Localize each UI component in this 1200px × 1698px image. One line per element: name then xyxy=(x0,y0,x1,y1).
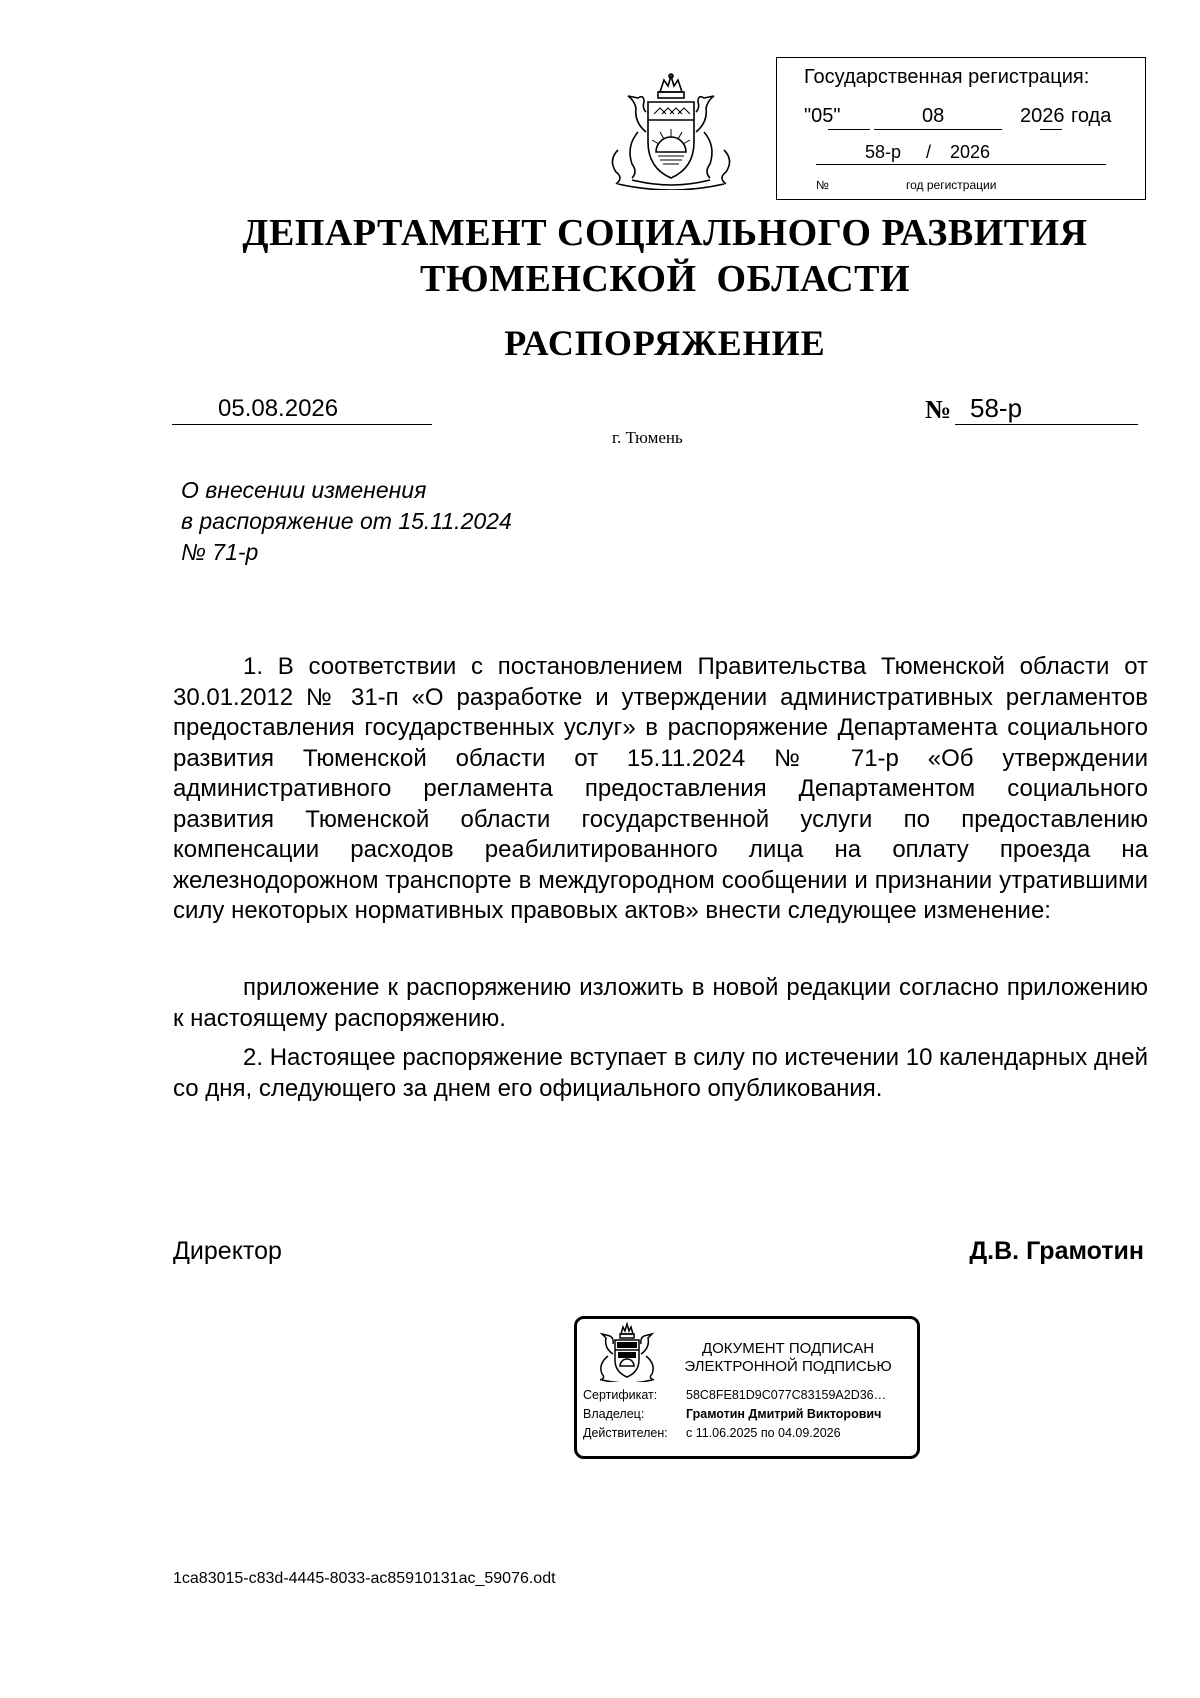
e-signature-certificate-value: 58C8FE81D9C077C83159A2D36… xyxy=(686,1388,887,1402)
signatory-name: Д.В. Грамотин xyxy=(969,1237,1144,1265)
tyumen-coat-of-arms-icon xyxy=(598,72,744,190)
registration-day: "05" xyxy=(804,105,841,127)
registration-number-caption: № xyxy=(816,178,829,192)
registration-year-suffix: года xyxy=(1071,105,1112,127)
document-number-underline xyxy=(955,424,1138,425)
document-subject xyxy=(181,475,512,568)
registration-reg-year: 2026 xyxy=(950,142,991,162)
subject-line2: в распоряжение от 15.11.2024 xyxy=(181,508,512,534)
registration-separator: / xyxy=(926,142,932,162)
body-paragraph-3: 2. Настоящее распоряжение вступает в силу по истечении 10 календарных дней со дня, следующего за днем его официального опубликования. xyxy=(173,1044,1148,1102)
subject-line3: № 71-р xyxy=(181,539,259,565)
document-number-sign: № xyxy=(925,395,952,424)
department-title-line2: ТЮМЕНСКОЙ ОБЛАСТИ xyxy=(419,258,910,300)
department-title xyxy=(0,210,1200,302)
footer-filename: 1ca83015-c83d-4445-8033-ac85910131ac_59076.odt xyxy=(173,1570,556,1587)
e-signature-valid-label: Действителен: xyxy=(583,1426,668,1440)
subject-line1: О внесении изменения xyxy=(181,477,427,503)
document-city: г. Тюмень xyxy=(612,428,683,447)
department-title-line1: ДЕПАРТАМЕНТ СОЦИАЛЬНОГО РАЗВИТИЯ xyxy=(242,212,1088,254)
e-signature-valid-value: с 11.06.2025 по 04.09.2026 xyxy=(686,1426,841,1440)
registration-number: 58-р xyxy=(865,142,902,162)
document-type: РАСПОРЯЖЕНИЕ xyxy=(504,323,826,363)
signatory-position: Директор xyxy=(173,1237,282,1265)
e-signature-title-line1: ДОКУМЕНТ ПОДПИСАН xyxy=(701,1340,875,1357)
e-signature-owner-value: Грамотин Дмитрий Викторович xyxy=(686,1407,882,1421)
document-date: 05.08.2026 xyxy=(218,395,339,422)
registration-month: 08 xyxy=(922,105,945,127)
e-signature-title-line2: ЭЛЕКТРОННОЙ ПОДПИСЬЮ xyxy=(684,1358,892,1375)
body-paragraph-1: 1. В соответствии с постановлением Правительства Тюменской области от 30.01.2012 № 31-п «О разработке и утверждении административных регламентов предоставления государственных услуг» в распоряжение Департамента социального развития Тюменской области от 15.11.2024 № 71-р «Об утверждении административного регламента предоставления Департаментом социального развития Тюменской области государственной услуги по предоставлению компенсации расходов реабилитированного лица на оплату проезда на железнодорожном транспорте в междугородном сообщении и признании утратившими силу некоторых нормативных правовых актов» внести следующее изменение: xyxy=(173,653,1148,924)
e-signature-owner-label: Владелец: xyxy=(583,1407,645,1421)
tyumen-coat-of-arms-small-icon xyxy=(588,1322,666,1382)
document-date-underline xyxy=(172,424,432,425)
registration-year: 2026 xyxy=(1020,105,1065,127)
registration-year-caption: год регистрации xyxy=(906,178,997,192)
body-paragraph-2: приложение к распоряжению изложить в новой редакции согласно приложению к настоящему распоряжению. xyxy=(173,974,1148,1032)
document-number: 58-р xyxy=(970,393,1023,423)
registration-title: Государственная регистрация: xyxy=(804,66,1090,88)
e-signature-certificate-label: Сертификат: xyxy=(583,1388,658,1402)
e-signature-title xyxy=(668,1340,908,1376)
